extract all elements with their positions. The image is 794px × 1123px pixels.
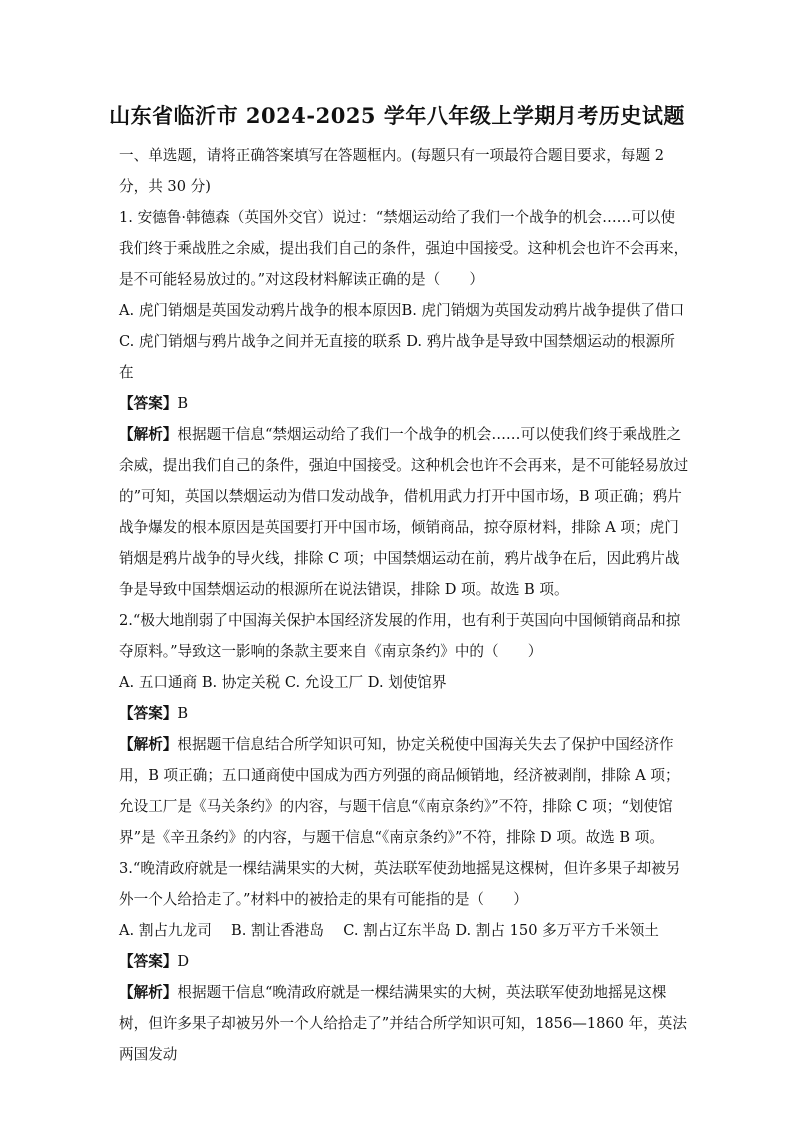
question-1-options-cd: C. 虎门销烟与鸦片战争之间并无直接的联系 D. 鸦片战争是导致中国禁烟运动的根源所在 — [119, 333, 675, 381]
question-1-options-ab: A. 虎门销烟是英国发动鸦片战争的根本原因B. 虎门销烟为英国发动鸦片战争提供了借口 — [119, 302, 685, 319]
analysis-tag: 【解析】 — [119, 426, 178, 443]
question-2-analysis — [119, 729, 689, 853]
question-2-answer — [119, 698, 689, 729]
answer-tag: 【答案】 — [119, 705, 178, 722]
question-3-options: A. 割占九龙司 B. 割让香港岛 C. 割占辽东半岛 D. 割占 150 多万平方千米领土 — [119, 922, 659, 939]
answer-value: D — [177, 953, 190, 970]
question-2-options: A. 五口通商 B. 协定关税 C. 允设工厂 D. 划使馆界 — [119, 674, 447, 691]
question-3-answer — [119, 946, 689, 977]
answer-value: B — [177, 395, 189, 412]
question-3-stem: 3.“晚清政府就是一棵结满果实的大树，英法联军使劲地摇晃这棵树，但许多果子却被另外一个人给拾走了。”材料中的被拾走的果有可能指的是（ ） — [119, 860, 681, 908]
section-heading: 一、单选题，请将正确答案填写在答题框内。(每题只有一项最符合题目要求，每题 2 分，共 30 分) — [119, 147, 664, 195]
answer-value: B — [177, 705, 189, 722]
analysis-text: 根据题干信息“禁烟运动给了我们一个战争的机会……可以使我们终于乘战胜之余威，提出我们自己的条件，强迫中国接受。这种机会也许不会再来，是不可能轻易放过的”可知，英国以禁烟运动为借口发动战争，借机用武力打开中国市场，B 项正确；鸦片战争爆发的根本原因是英国要打开中国市场，倾销商品，掠夺原材料，排除 A 项；虎门销烟是鸦片战争的导火线，排除 C 项；中国禁烟运动在前，鸦片战争在后，因此鸦片战争是导致中国禁烟运动的根源所在说法错误，排除 D 项。故选 B 项。 — [119, 426, 689, 598]
analysis-text: 根据题干信息结合所学知识可知，协定关税使中国海关失去了保护中国经济作用，B 项正确；五口通商使中国成为西方列强的商品倾销地，经济被剥削，排除 A 项；允设工厂是《马关条约》的内容，与题干信息“《南京条约》”不符，排除 C 项；“划使馆界”是《辛丑条约》的内容，与题干信息“《南京条约》”不符，排除 D 项。故选 B 项。 — [119, 736, 680, 846]
question-2-stem: 2.“极大地削弱了中国海关保护本国经济发展的作用，也有利于英国向中国倾销商品和掠夺原料。”导致这一影响的条款主要来自《南京条约》中的（ ） — [119, 612, 681, 660]
question-1-stem: 1. 安德鲁·韩德森（英国外交官）说过：“禁烟运动给了我们一个战争的机会……可以使我们终于乘战胜之余威，提出我们自己的条件，强迫中国接受。这种机会也许不会再来，是不可能轻易放过的。”对这段材料解读正确的是（ ） — [119, 209, 689, 288]
answer-tag: 【答案】 — [119, 953, 178, 970]
analysis-text: 根据题干信息“晚清政府就是一棵结满果实的大树，英法联军使劲地摇晃这棵树，但许多果子却被另外一个人给拾走了”并结合所学知识可知，1856—1860 年，英法两国发动 — [119, 984, 687, 1063]
page-title: 山东省临沂市 2024-2025 学年八年级上学期月考历史试题 — [109, 103, 685, 128]
analysis-tag: 【解析】 — [119, 736, 178, 753]
question-3-analysis — [119, 977, 689, 1070]
document-body — [119, 140, 689, 1070]
analysis-tag: 【解析】 — [119, 984, 178, 1001]
question-1-answer — [119, 388, 689, 419]
question-1-analysis — [119, 419, 689, 605]
answer-tag: 【答案】 — [119, 395, 178, 412]
